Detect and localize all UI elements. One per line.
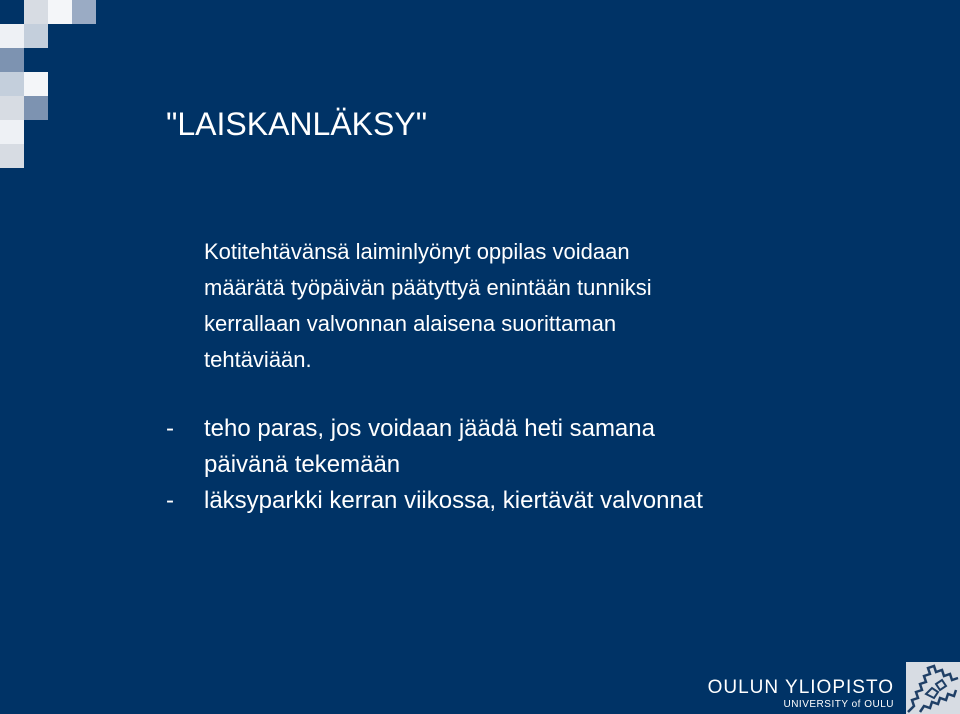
bullet-item bbox=[166, 411, 703, 483]
slide-title: "LAISKANLÄKSY" bbox=[166, 106, 428, 142]
decor-square bbox=[0, 72, 24, 96]
bullet-marker: - bbox=[166, 415, 174, 442]
decor-square bbox=[48, 0, 72, 24]
paragraph-line: kerrallaan valvonnan alaisena suorittaman bbox=[204, 311, 617, 336]
university-logo-text bbox=[708, 677, 894, 711]
decor-square bbox=[24, 0, 48, 24]
bullet-item bbox=[166, 483, 703, 519]
decor-square bbox=[0, 24, 24, 48]
bullet-line: läksyparkki kerran viikossa, kiertävät valvonnat bbox=[204, 487, 703, 514]
paragraph-line: määrätä työpäivän päätyttyä enintään tunniksi bbox=[204, 275, 652, 300]
bullet-list bbox=[166, 411, 703, 519]
paragraph-line: Kotitehtävänsä laiminlyönyt oppilas voidaan bbox=[204, 239, 630, 264]
paragraph-line: tehtäviään. bbox=[204, 347, 312, 372]
decor-square bbox=[24, 72, 48, 96]
decor-square bbox=[0, 48, 24, 72]
decor-square bbox=[72, 0, 96, 24]
decor-square bbox=[24, 96, 48, 120]
logo-name: OULUN YLIOPISTO bbox=[707, 677, 894, 698]
body-paragraph bbox=[204, 234, 652, 378]
bullet-line: teho paras, jos voidaan jäädä heti samana bbox=[204, 415, 655, 442]
bullet-marker: - bbox=[166, 487, 174, 514]
university-emblem-icon bbox=[906, 662, 960, 714]
bullet-line: päivänä tekemään bbox=[204, 451, 401, 478]
decor-square bbox=[24, 24, 48, 48]
decor-square bbox=[0, 96, 24, 120]
decor-square bbox=[0, 144, 24, 168]
decor-square bbox=[0, 120, 24, 144]
logo-subtitle: UNIVERSITY of OULU bbox=[783, 699, 894, 710]
